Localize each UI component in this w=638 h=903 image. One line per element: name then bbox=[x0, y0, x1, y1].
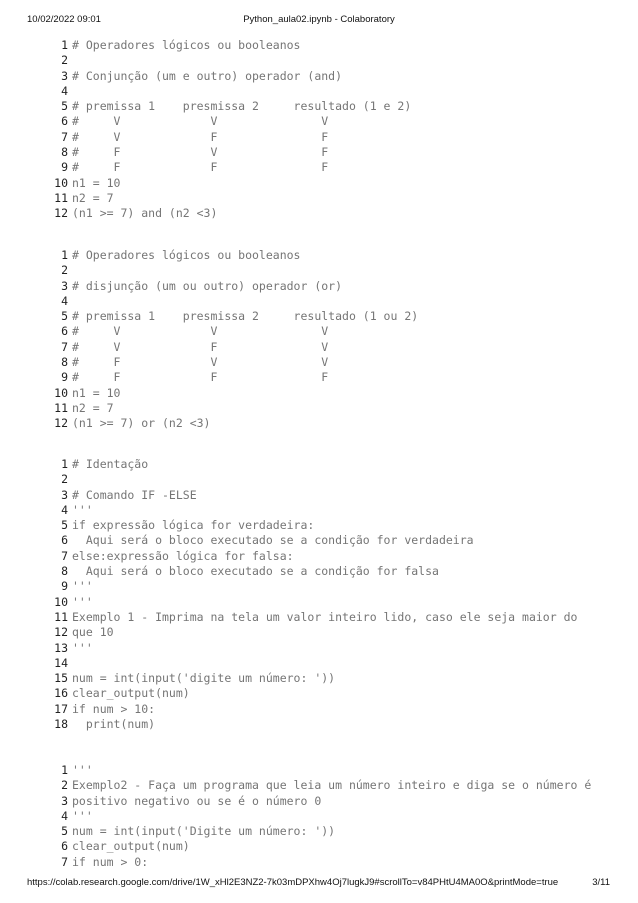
code-line: n2 = 7 bbox=[72, 400, 114, 415]
line-number: 5 bbox=[61, 309, 68, 324]
line-number: 1 bbox=[61, 248, 68, 262]
code-line: Exemplo2 - Faça um programa que leia um número inteiro e diga se o número é bbox=[72, 778, 592, 793]
line-number: 14 bbox=[54, 655, 68, 670]
code-line: # Operadores lógicos ou booleanos bbox=[72, 248, 301, 262]
code-line-row bbox=[48, 99, 608, 114]
code-line-row bbox=[48, 579, 608, 594]
line-number: 2 bbox=[61, 472, 68, 487]
code-line-row bbox=[48, 656, 608, 671]
code-line-row bbox=[48, 176, 608, 191]
line-number: 13 bbox=[54, 640, 68, 655]
code-line: ''' bbox=[72, 502, 93, 517]
code-line-row bbox=[48, 778, 608, 793]
code-line: if expressão lógica for verdadeira: bbox=[72, 518, 315, 533]
code-line: ''' bbox=[72, 640, 93, 655]
code-line-row bbox=[48, 38, 608, 53]
code-line-row bbox=[48, 279, 608, 294]
code-line-row bbox=[48, 641, 608, 656]
page-url: https://colab.research.google.com/drive/1W_xHl2E3NZ2-7k03mDPXhw4Oj7lugkJ9#scrollTo=v84PHtU4MA0O&printMode=true bbox=[27, 877, 559, 888]
line-number: 6 bbox=[61, 324, 68, 339]
code-line-row bbox=[48, 69, 608, 84]
code-line-row bbox=[48, 114, 608, 129]
code-line: clear_output(num) bbox=[72, 839, 190, 854]
line-number: 4 bbox=[61, 808, 68, 823]
code-line-row bbox=[48, 671, 608, 686]
code-line-row bbox=[48, 564, 608, 579]
line-number: 3 bbox=[61, 487, 68, 502]
code-line: positivo negativo ou se é o número 0 bbox=[72, 793, 322, 808]
line-number: 7 bbox=[61, 339, 68, 354]
code-line-row bbox=[48, 309, 608, 324]
code-line-row bbox=[48, 294, 608, 309]
code-line: # premissa 1 presmissa 2 resultado (1 ou 2) bbox=[72, 309, 419, 324]
line-number: 5 bbox=[61, 99, 68, 114]
code-line-row bbox=[48, 416, 608, 431]
code-line-row bbox=[48, 763, 608, 778]
code-line-row bbox=[48, 84, 608, 99]
code-line: # Operadores lógicos ou booleanos bbox=[72, 38, 301, 52]
code-line: # V V V bbox=[72, 114, 329, 129]
code-line: ''' bbox=[72, 579, 93, 594]
line-number: 9 bbox=[61, 579, 68, 594]
line-number: 2 bbox=[61, 778, 68, 793]
line-number: 3 bbox=[61, 68, 68, 83]
code-line: # premissa 1 presmissa 2 resultado (1 e 2) bbox=[72, 99, 412, 114]
line-number: 6 bbox=[61, 839, 68, 854]
code-line: ''' bbox=[72, 808, 93, 823]
print-datetime: 10/02/2022 09:01 bbox=[27, 14, 101, 25]
page-number: 3/11 bbox=[592, 877, 610, 888]
line-number: 7 bbox=[61, 854, 68, 869]
code-line: # F V V bbox=[72, 355, 329, 370]
code-line-row bbox=[48, 340, 608, 355]
code-line: n1 = 10 bbox=[72, 175, 121, 190]
code-line: if num > 0: bbox=[72, 854, 149, 869]
code-line: print(num) bbox=[72, 717, 156, 732]
code-line-row bbox=[48, 839, 608, 854]
line-number: 12 bbox=[54, 416, 68, 431]
line-number: 1 bbox=[61, 38, 68, 52]
print-title: Python_aula02.ipynb - Colaboratory bbox=[243, 14, 395, 25]
code-line: # V F V bbox=[72, 339, 329, 354]
code-line: clear_output(num) bbox=[72, 686, 190, 701]
code-line-row bbox=[48, 457, 608, 472]
line-number: 9 bbox=[61, 370, 68, 385]
code-line-row bbox=[48, 595, 608, 610]
code-line-row bbox=[48, 549, 608, 564]
code-line: num = int(input('Digite um número: ')) bbox=[72, 824, 336, 839]
line-number: 11 bbox=[54, 609, 68, 624]
line-number: 6 bbox=[61, 114, 68, 129]
code-line-row bbox=[48, 686, 608, 701]
code-line-row bbox=[48, 355, 608, 370]
code-line-row bbox=[48, 53, 608, 68]
code-cell[interactable] bbox=[48, 248, 608, 432]
code-line: Aqui será o bloco executado se a condição for verdadeira bbox=[72, 533, 474, 548]
line-number: 1 bbox=[61, 457, 68, 471]
line-number: 6 bbox=[61, 533, 68, 548]
line-number: 12 bbox=[54, 206, 68, 221]
line-number: 12 bbox=[54, 625, 68, 640]
code-line-row bbox=[48, 472, 608, 487]
print-header bbox=[0, 14, 638, 28]
code-line-row bbox=[48, 717, 608, 732]
code-line-row bbox=[48, 809, 608, 824]
code-line: # V V V bbox=[72, 324, 329, 339]
code-cell[interactable] bbox=[48, 38, 608, 222]
code-line-row bbox=[48, 324, 608, 339]
code-line: # Comando IF -ELSE bbox=[72, 487, 197, 502]
code-cell[interactable] bbox=[48, 763, 608, 870]
line-number: 7 bbox=[61, 129, 68, 144]
line-number: 4 bbox=[61, 502, 68, 517]
line-number: 10 bbox=[54, 175, 68, 190]
code-line-row bbox=[48, 533, 608, 548]
line-number: 10 bbox=[54, 385, 68, 400]
code-line-row bbox=[48, 518, 608, 533]
line-number: 17 bbox=[54, 701, 68, 716]
line-number: 7 bbox=[61, 548, 68, 563]
line-number: 2 bbox=[61, 53, 68, 68]
code-line-row bbox=[48, 191, 608, 206]
code-line-row bbox=[48, 145, 608, 160]
code-line-row bbox=[48, 206, 608, 221]
code-line: num = int(input('digite um número: ')) bbox=[72, 671, 336, 686]
code-line-row bbox=[48, 160, 608, 175]
code-line-row bbox=[48, 702, 608, 717]
line-number: 15 bbox=[54, 671, 68, 686]
line-number: 5 bbox=[61, 824, 68, 839]
line-number: 18 bbox=[54, 717, 68, 732]
code-line: # Identação bbox=[72, 457, 149, 471]
line-number: 3 bbox=[61, 278, 68, 293]
code-line-row bbox=[48, 625, 608, 640]
print-footer bbox=[0, 877, 638, 891]
code-line: ''' bbox=[72, 594, 93, 609]
code-line: ''' bbox=[72, 763, 93, 777]
line-number: 3 bbox=[61, 793, 68, 808]
code-line: (n1 >= 7) and (n2 <3) bbox=[72, 206, 218, 221]
code-line: # F F F bbox=[72, 160, 329, 175]
line-number: 9 bbox=[61, 160, 68, 175]
code-line-row bbox=[48, 401, 608, 416]
code-line: # disjunção (um ou outro) operador (or) bbox=[72, 278, 343, 293]
line-number: 4 bbox=[61, 83, 68, 98]
code-line: Exemplo 1 - Imprima na tela um valor inteiro lido, caso ele seja maior do bbox=[72, 609, 578, 624]
code-line-row bbox=[48, 248, 608, 263]
line-number: 8 bbox=[61, 145, 68, 160]
code-line: else:expressão lógica for falsa: bbox=[72, 548, 294, 563]
code-line-row bbox=[48, 370, 608, 385]
code-line: # Conjunção (um e outro) operador (and) bbox=[72, 68, 343, 83]
line-number: 1 bbox=[61, 763, 68, 777]
line-number: 16 bbox=[54, 686, 68, 701]
code-line: (n1 >= 7) or (n2 <3) bbox=[72, 416, 211, 431]
line-number: 11 bbox=[54, 400, 68, 415]
code-line-row bbox=[48, 824, 608, 839]
code-line-row bbox=[48, 610, 608, 625]
line-number: 8 bbox=[61, 564, 68, 579]
code-line-row bbox=[48, 488, 608, 503]
line-number: 10 bbox=[54, 594, 68, 609]
code-line-row bbox=[48, 386, 608, 401]
line-number: 5 bbox=[61, 518, 68, 533]
code-line: if num > 10: bbox=[72, 701, 156, 716]
code-line: # F V F bbox=[72, 145, 329, 160]
code-line: # F F F bbox=[72, 370, 329, 385]
code-cell[interactable] bbox=[48, 457, 608, 732]
code-line-row bbox=[48, 794, 608, 809]
code-line: n1 = 10 bbox=[72, 385, 121, 400]
line-number: 8 bbox=[61, 355, 68, 370]
code-line: Aqui será o bloco executado se a condição for falsa bbox=[72, 564, 439, 579]
code-line-row bbox=[48, 263, 608, 278]
line-number: 11 bbox=[54, 190, 68, 205]
line-number: 2 bbox=[61, 263, 68, 278]
code-line: que 10 bbox=[72, 625, 114, 640]
code-line-row bbox=[48, 130, 608, 145]
line-number: 4 bbox=[61, 293, 68, 308]
cut-off-line bbox=[0, 868, 638, 876]
code-line: # V F F bbox=[72, 129, 329, 144]
code-line-row bbox=[48, 503, 608, 518]
code-line: n2 = 7 bbox=[72, 190, 114, 205]
